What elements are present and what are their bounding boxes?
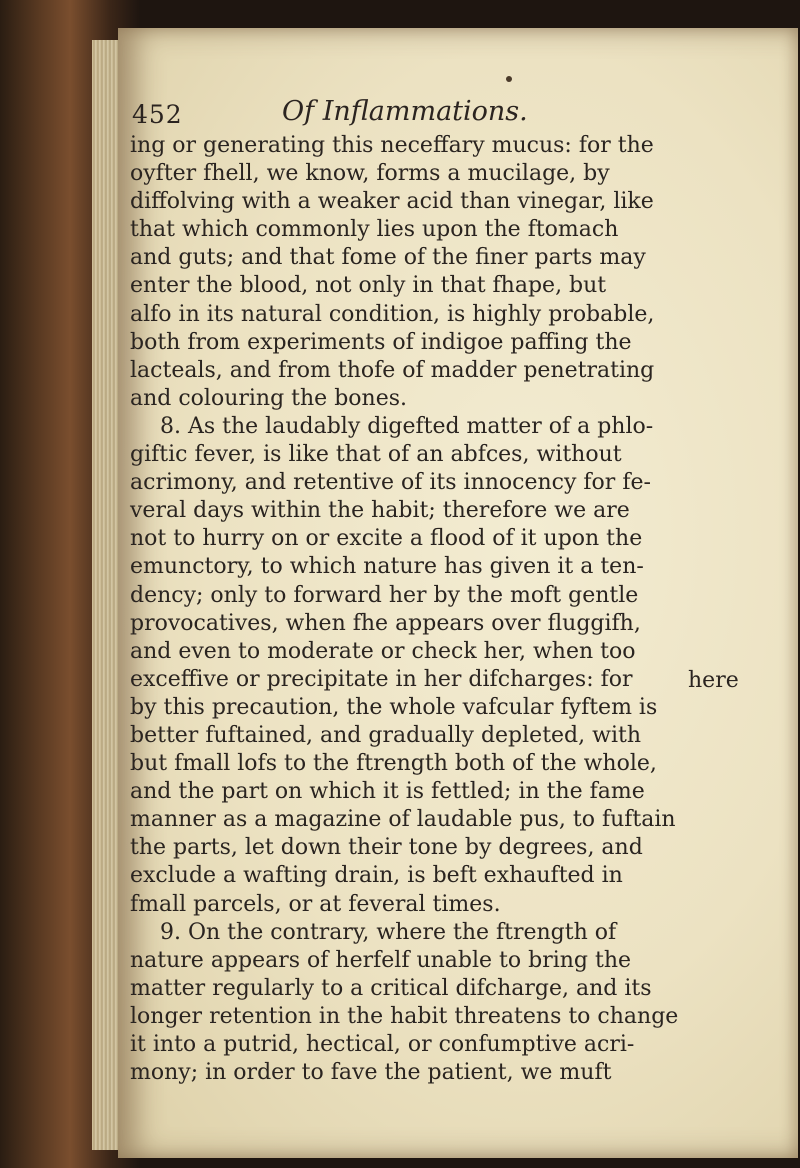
- text-line: veral days within the habit; therefore we are: [130, 498, 630, 524]
- text-line: and even to moderate or check her, when too: [130, 638, 636, 664]
- text-line: nature appears of herfelf unable to bring the: [130, 947, 632, 973]
- text-line: lacteals, and from thofe of madder penetrating: [130, 357, 655, 383]
- ink-fleck: [506, 76, 512, 82]
- text-line: mony; in order to fave the patient, we muft: [130, 1060, 612, 1086]
- text-line: and colouring the bones.: [130, 385, 407, 411]
- page-number: 452: [132, 100, 183, 129]
- text-line: not to hurry on or excite a flood of it upon the: [130, 526, 643, 552]
- text-line: exclude a wafting drain, is beft exhaufted in: [130, 863, 623, 889]
- text-line: better fuftained, and gradually depleted, with: [130, 722, 642, 748]
- text-line: both from experiments of indigoe paffing the: [130, 329, 632, 355]
- text-line: alfo in its natural condition, is highly probable,: [130, 301, 655, 327]
- text-line: acrimony, and retentive of its innocency for fe-: [130, 470, 651, 496]
- text-line: longer retention in the habit threatens to change: [130, 1003, 679, 1029]
- running-head: Of Inflammations.: [282, 96, 528, 127]
- text-line: emunctory, to which nature has given it a ten-: [130, 554, 644, 580]
- text-line: enter the blood, not only in that fhape, but: [130, 273, 607, 299]
- text-line: dency; only to forward her by the moft gentle: [130, 582, 639, 608]
- catchword: here: [688, 668, 739, 693]
- text-line: oyfter fhell, we know, forms a mucilage, by: [130, 161, 610, 187]
- text-line: manner as a magazine of laudable pus, to fuftain: [130, 807, 676, 833]
- text-line: matter regularly to a critical difcharge, and its: [130, 975, 652, 1001]
- text-line: and the part on which it is fettled; in the fame: [130, 779, 645, 805]
- text-line: exceffive or precipitate in her difcharges: for: [130, 666, 633, 692]
- paragraph-start-line: 8. As the laudably digefted matter of a phlo-: [160, 413, 654, 439]
- text-line: fmall parcels, or at feveral times.: [130, 891, 501, 917]
- text-line: and guts; and that fome of the finer parts may: [130, 245, 646, 271]
- text-line: diffolving with a weaker acid than vinegar, like: [130, 189, 654, 215]
- text-line: by this precaution, the whole vafcular fyftem is: [130, 694, 658, 720]
- text-line: the parts, let down their tone by degrees, and: [130, 835, 643, 861]
- text-line: that which commonly lies upon the ftomach: [130, 217, 619, 243]
- text-line: it into a putrid, hectical, or confumptive acri-: [130, 1032, 635, 1057]
- text-line: but fmall lofs to the ftrength both of the whole,: [130, 751, 657, 777]
- text-line: giftic fever, is like that of an abfces, without: [130, 442, 622, 468]
- text-line: provocatives, when fhe appears over fluggifh,: [130, 610, 641, 636]
- page-header: [132, 96, 692, 136]
- paragraph-start-line: 9. On the contrary, where the ftrength of: [160, 919, 617, 945]
- body-text: [130, 132, 710, 1087]
- text-line: ing or generating this neceffary mucus: for the: [130, 133, 654, 158]
